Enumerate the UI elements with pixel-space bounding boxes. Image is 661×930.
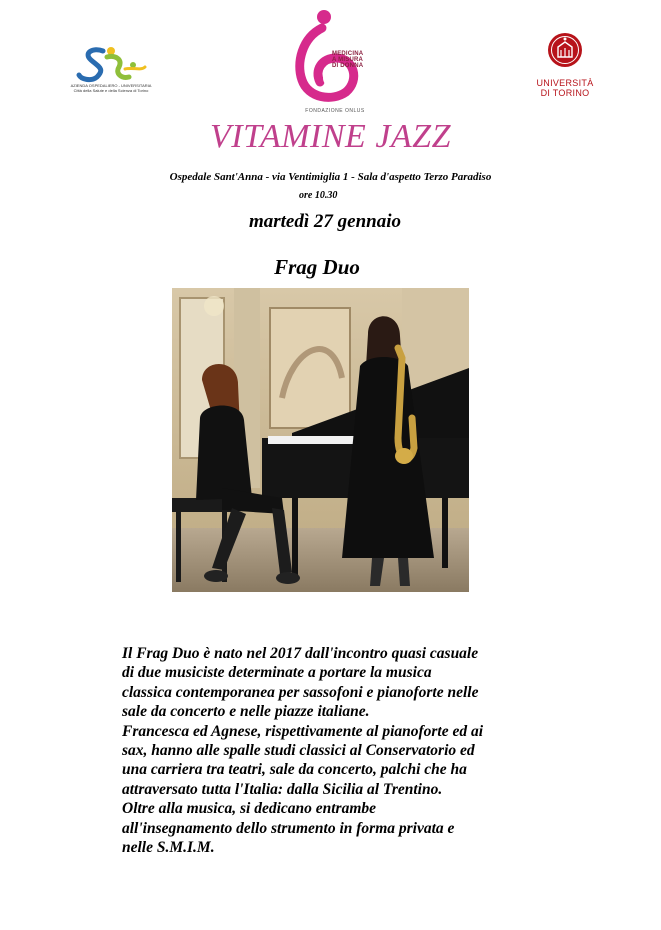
description-line: Il Frag Duo è nato nel 2017 dall'incontro quasi casuale <box>122 645 479 662</box>
description <box>122 644 552 857</box>
logo-center-text <box>332 51 376 69</box>
logo-right-line-2: DI TORINO <box>540 88 590 98</box>
description-line: all'insegnamento dello strumento in forma privata e <box>122 819 455 837</box>
description-line: attraversato tutta l'Italia: dalla Sicilia al Trentino. <box>122 780 443 798</box>
description-line: Francesca ed Agnese, rispettivamente al pianoforte ed ai <box>122 722 484 740</box>
event-date: martedì 27 gennaio <box>248 211 401 232</box>
logo-citta-salute <box>55 45 167 97</box>
event-time: ore 10.30 <box>299 190 338 201</box>
description-line: classica contemporanea per sassofoni e pianoforte nelle <box>122 683 479 701</box>
description-line: sax, hanno alle spalle studi classici al Conservatorio ed <box>122 742 475 760</box>
band-name: Frag Duo <box>274 255 360 279</box>
logo-center-foundation: FONDAZIONE ONLUS <box>305 108 365 114</box>
description-line: nelle S.M.I.M. <box>122 839 215 857</box>
event-venue: Ospedale Sant'Anna - via Ventimiglia 1 - Sala d'aspetto Terzo Paradiso <box>169 171 492 183</box>
logo-universita-torino <box>532 32 598 98</box>
description-line: Oltre alla musica, si dedicano entrambe <box>122 800 377 818</box>
description-line: sale da concerto e nelle piazze italiane. <box>122 703 370 721</box>
logo-center-line-2: A MISURA <box>332 57 364 63</box>
logo-center-line-1: MEDICINA <box>332 51 364 57</box>
logo-left-caption-2: Città della Salute e della Scienza di Torino <box>73 88 149 93</box>
description-line: una carriera tra teatri, sale da concerto, palchi che ha <box>122 761 467 779</box>
duo-photo <box>172 288 469 592</box>
description-line: di due musiciste determinate a portare la musica <box>122 664 432 682</box>
stylized-s-figure-icon <box>75 45 147 83</box>
event-title: VITAMINE JAZZ <box>209 118 451 155</box>
university-seal-icon <box>547 32 583 72</box>
logo-left-caption-1: AZIENDA OSPEDALIERO - UNIVERSITARIA <box>70 83 152 88</box>
logo-center-line-3: DI DONNA <box>332 63 364 69</box>
logo-right-line-1: UNIVERSITÀ <box>536 78 594 88</box>
logo-medicina-a-misura-di-donna <box>292 8 376 116</box>
